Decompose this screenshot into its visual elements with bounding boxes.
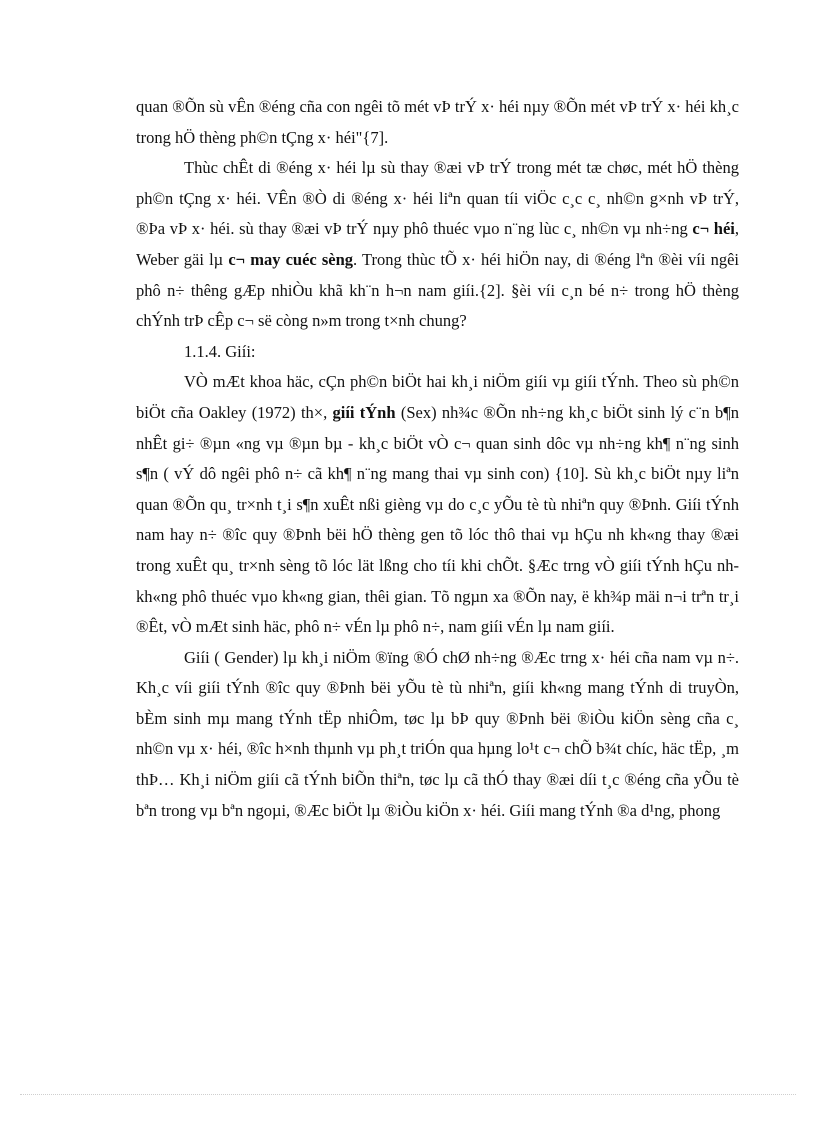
bold-term-co-may-cuoc-song: c¬ may cuéc sèng bbox=[228, 249, 354, 269]
page-bottom-divider bbox=[20, 1094, 796, 1095]
paragraph-3 bbox=[136, 367, 739, 642]
document-page bbox=[136, 92, 739, 826]
paragraph-3-text-c: (Sex) nh¾c ®Õn nh÷ng kh¸c biÖt sinh lý c¨n b¶n nhÊt gi÷ ®µn «ng vµ ®µn bµ - kh¸c biÖt vÒ c¬ quan sinh dôc vµ nh÷ng kh¶ n¨ng sinh s¶n ( vÝ dô ngêi phô n÷ cã kh¶ n¨ng mang thai vµ sinh con) {10]. Sù kh¸c biÖt nµy liªn quan ®Õn qu¸ tr×nh t¸i s¶n xuÊt nßi gièng vµ do c¸c yÕu tè tù nhiªn quy ®Þnh. Giíi tÝnh nam hay n÷ ®îc quy ®Þnh bëi hÖ thèng gen tõ lóc thô thai vµ hÇu nh kh«ng thay ®æi trong xuÊt qu¸ tr×nh sèng tõ lóc lät lßng cho tíi khi chÕt. §Æc trng vÒ giíi tÝnh hÇu nh kh«ng phô thuéc vµo kh«ng gian, thêi gian. Tõ ngµn xa ®Õn nay, ë kh¾p mäi n¬i trªn tr¸i ®Êt, vÒ mÆt sinh häc, phô n÷ vÉn lµ phô n÷, nam giíi vÉn lµ nam giíi. bbox=[136, 402, 739, 637]
paragraph-4: Giíi ( Gender) lµ kh¸i niÖm ®ïng ®Ó chØ nh÷ng ®Æc trng x· héi cña nam vµ n÷. Kh¸c víi giíi tÝnh ®îc quy ®Þnh bëi yÕu tè tù nhiªn, giíi kh«ng mang tÝnh di truyÒn, bÈm sinh mµ mang tÝnh tËp nhiÔm, tøc lµ bÞ quy ®Þnh bëi ®iÒu kiÖn sèng cña c¸ nh©n vµ x· héi, ®îc h×nh thµnh vµ ph¸t triÓn qua hµng lo¹t c¬ chÕ b¾t chíc, häc tËp, ¸m thÞ… Kh¸i niÖm giíi cã tÝnh biÕn thiªn, tøc lµ cã thÓ thay ®æi díi t¸c ®éng cña yÕu tè bªn trong vµ bªn ngoµi, ®Æc biÖt lµ ®iÒu kiÖn x· héi. Giíi mang tÝnh ®a d¹ng, phong bbox=[136, 647, 739, 820]
section-heading: 1.1.4. Giíi: bbox=[184, 341, 256, 361]
paragraph-2-text-c: , Weber gäi lµ bbox=[136, 219, 739, 269]
paragraph-3-text-a: VÒ mÆt khoa häc, cÇn ph©n biÖt hai kh¸i niÖm giíi vµ giíi tÝnh. Theo sù ph©n biÖt cña Oakley (1972) th×, bbox=[136, 372, 739, 422]
paragraph-2 bbox=[136, 153, 739, 337]
paragraph-2-text-d: . Trong thùc tÕ x· héi hiÖn nay, di ®éng lªn ®èi víi ngêi phô n÷ thêng gÆp nhiÒu khã kh¨n h¬n nam giíi.{2]. §èi víi c¸n bé n÷ trong hÖ thèng chÝnh trÞ cÊp c¬ së còng n»m trong t×nh chung? bbox=[136, 249, 739, 331]
paragraph-1: quan ®Õn sù vÊn ®éng cña con ngêi tõ mét vÞ trÝ x· héi nµy ®Õn mét vÞ trÝ x· héi kh¸c trong hÖ thèng ph©n tÇng x· héi"{7]. bbox=[136, 97, 739, 147]
paragraph-2-text-a: Thùc chÊt di ®éng x· héi lµ sù thay ®æi vÞ trÝ trong mét tæ chøc, mét hÖ thèng ph©n tÇng x· héi. VÊn ®Ò di ®éng x· héi liªn quan tíi viÖc c¸c c¸ nh©n g×nh vÞ trÝ, ®Þa vÞ x· héi. sù thay ®æi vÞ trÝ nµy phô thuéc vµo n¨ng lùc c¸ nh©n vµ nh÷ng bbox=[136, 158, 739, 239]
bold-term-gioi-tinh: giíi tÝnh bbox=[332, 402, 396, 422]
bold-term-co-hoi: c¬ héi bbox=[692, 219, 735, 239]
